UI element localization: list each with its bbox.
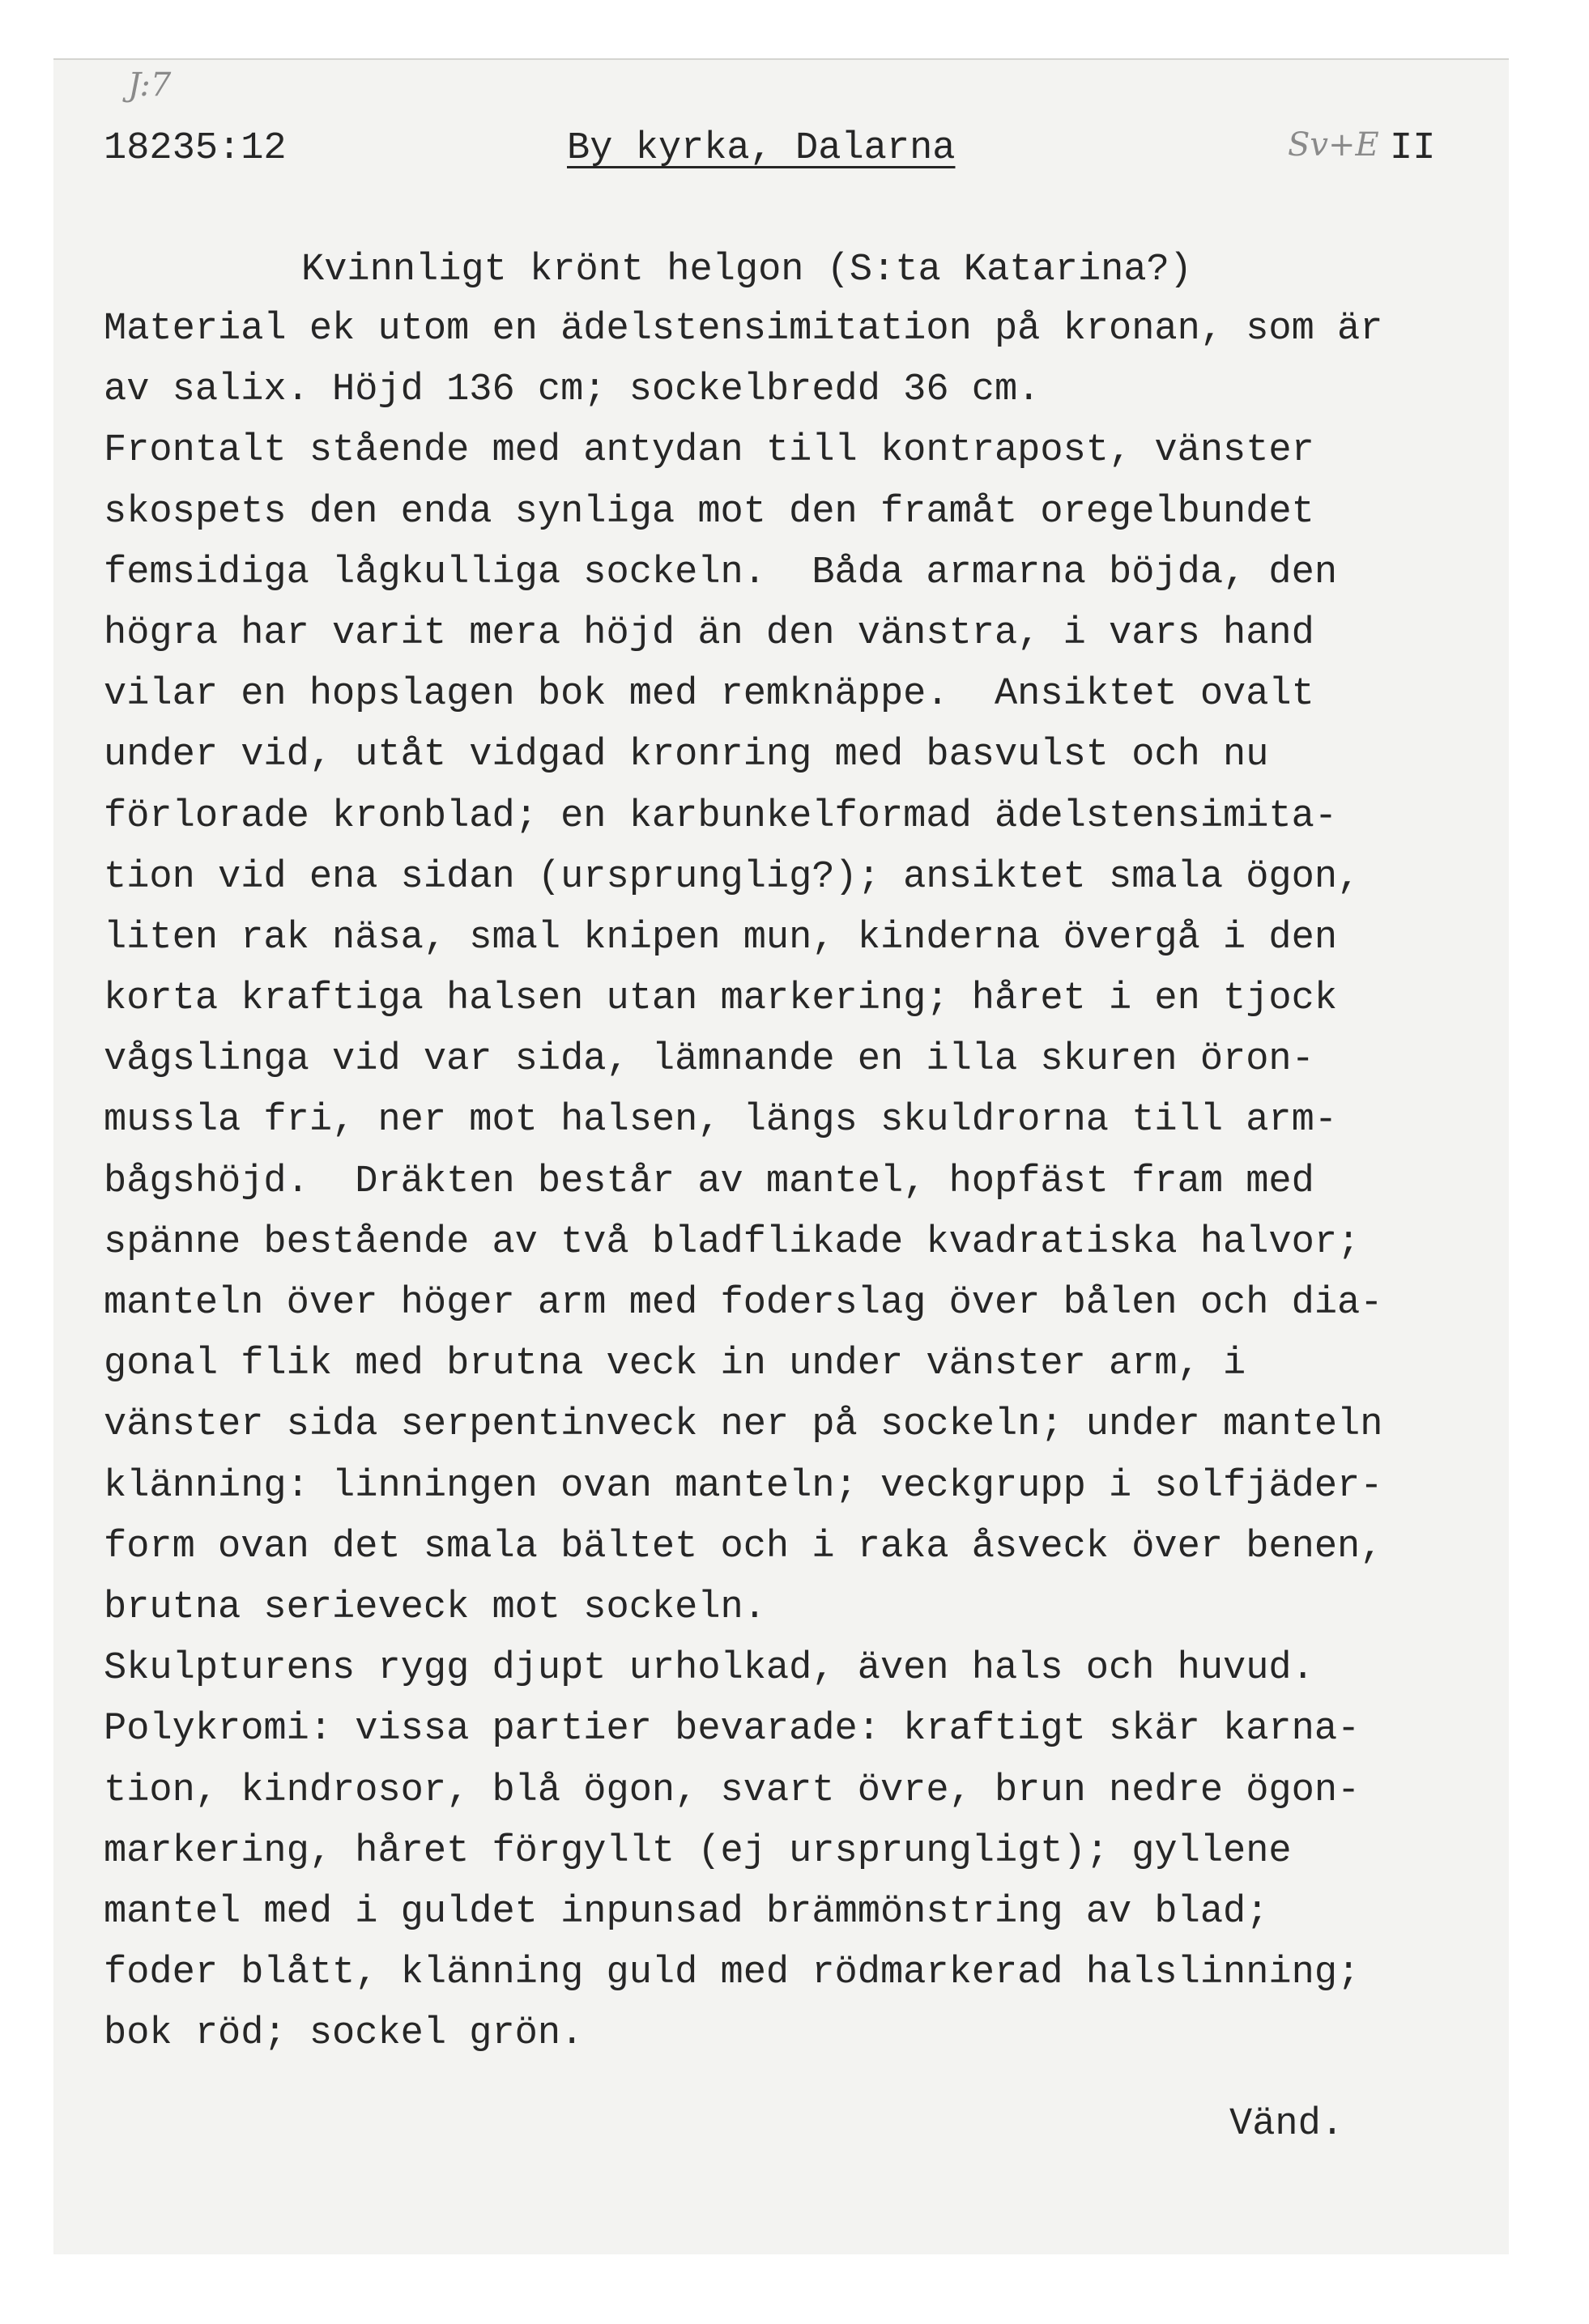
text-line: tion, kindrosor, blå ögon, svart övre, brun nedre ögon-	[104, 1769, 1361, 1812]
text-line: spänne bestående av två bladflikade kvadratiska halvor;	[104, 1220, 1361, 1264]
catalog-number: 18235:12	[104, 127, 287, 170]
location-heading: By kyrka, Dalarna	[567, 127, 956, 170]
text-line: korta kraftiga halsen utan markering; håret i en tjock	[104, 977, 1338, 1021]
text-line: Material ek utom en ädelstensimitation på kronan, som är	[104, 308, 1383, 351]
text-line: brutna serieveck mot sockeln.	[104, 1586, 766, 1629]
text-line: vilar en hopslagen bok med remknäppe. Ansiktet ovalt	[104, 673, 1314, 717]
handwritten-mark: J:7	[128, 66, 172, 104]
index-card	[53, 58, 1509, 2254]
text-line: liten rak näsa, smal knipen mun, kinderna övergå i den	[104, 916, 1338, 960]
text-line: femsidiga lågkulliga sockeln. Båda armarna böjda, den	[104, 551, 1338, 594]
text-line: vågslinga vid var sida, lämnande en illa skuren öron-	[104, 1038, 1314, 1082]
text-line: Frontalt stående med antydan till kontrapost, vänster	[104, 429, 1314, 473]
text-line: högra har varit mera höjd än den vänstra, i vars hand	[104, 611, 1314, 655]
handwritten-code: Sv+E	[1288, 126, 1379, 164]
section-number: II	[1390, 127, 1436, 170]
text-line: vänster sida serpentinveck ner på sockeln; under manteln	[104, 1403, 1383, 1447]
text-line: av salix. Höjd 136 cm; sockelbredd 36 cm.	[104, 368, 1041, 412]
text-line: mussla fri, ner mot halsen, längs skuldrorna till arm-	[104, 1099, 1338, 1143]
text-line: gonal flik med brutna veck in under vänster arm, i	[104, 1343, 1246, 1386]
text-line: förlorade kronblad; en karbunkelformad ädelstensimita-	[104, 794, 1338, 838]
text-line: skospets den enda synliga mot den framåt oregelbundet	[104, 490, 1314, 534]
text-line: bok röd; sockel grön.	[104, 2012, 584, 2056]
text-line: under vid, utåt vidgad kronring med basvulst och nu	[104, 734, 1269, 777]
text-line: Skulpturens rygg djupt urholkad, även hals och huvud.	[104, 1647, 1314, 1691]
text-line: Polykromi: vissa partier bevarade: kraftigt skär karna-	[104, 1708, 1361, 1752]
text-line: klänning: linningen ovan manteln; veckgrupp i solfjäder-	[104, 1464, 1383, 1508]
text-line: manteln över höger arm med foderslag över bålen och dia-	[104, 1282, 1383, 1325]
text-line: mantel med i guldet inpunsad brämmönstring av blad;	[104, 1890, 1269, 1934]
page-title: Kvinnligt krönt helgon (S:ta Katarina?)	[301, 249, 1192, 292]
text-line: form ovan det smala bältet och i raka åsveck över benen,	[104, 1525, 1383, 1568]
text-line: tion vid ena sidan (ursprunglig?); ansiktet smala ögon,	[104, 855, 1361, 899]
turn-page-note: Vänd.	[1229, 2103, 1344, 2146]
text-line: bågshöjd. Dräkten består av mantel, hopfäst fram med	[104, 1160, 1314, 1203]
text-line: markering, håret förgyllt (ej ursprungligt); gyllene	[104, 1829, 1292, 1873]
text-line: foder blått, klänning guld med rödmarkerad halslinning;	[104, 1952, 1361, 1995]
description-text	[104, 299, 1382, 2064]
